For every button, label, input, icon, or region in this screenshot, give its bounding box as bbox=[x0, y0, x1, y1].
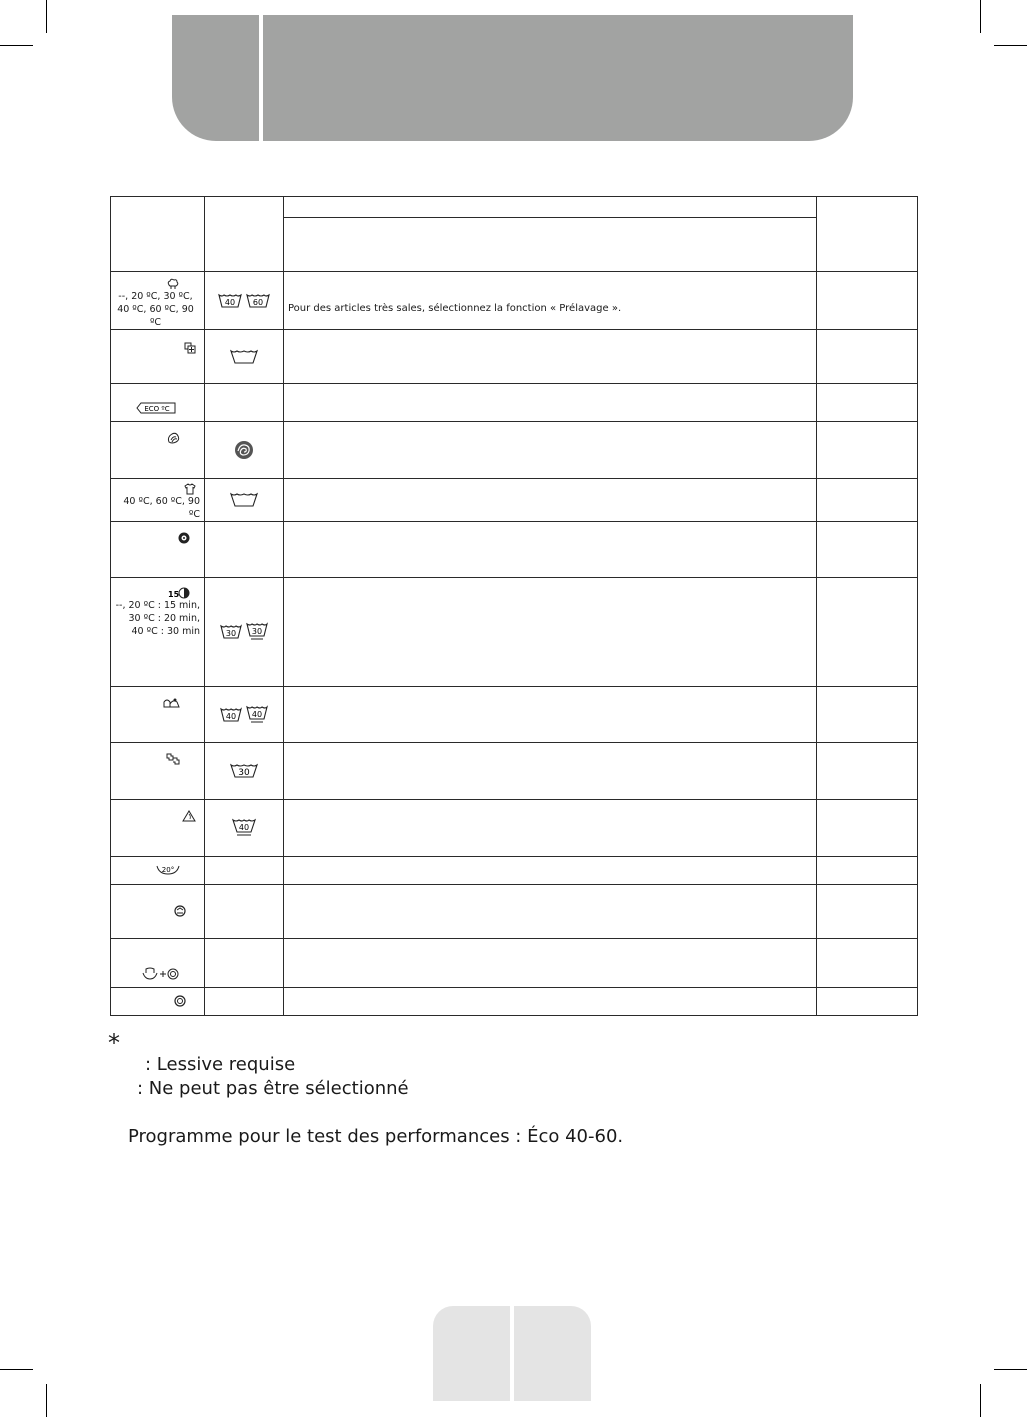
synthetic-icon bbox=[111, 743, 200, 765]
description-cell bbox=[284, 800, 817, 857]
description-cell bbox=[284, 687, 817, 743]
care-cell bbox=[205, 743, 284, 800]
description-cell bbox=[284, 479, 817, 522]
care-cell bbox=[205, 522, 284, 578]
crop-mark bbox=[46, 1384, 47, 1417]
program-cell bbox=[111, 522, 205, 578]
table-row bbox=[111, 687, 918, 743]
temperature-options: --, 20 ºC : 15 min, 30 ºC : 20 min, 40 ºC : 30 min bbox=[115, 600, 200, 637]
header-cell-description bbox=[284, 197, 817, 218]
svg-text:40: 40 bbox=[226, 711, 237, 721]
temperature-options: 40 ºC, 60 ºC, 90 ºC bbox=[123, 496, 200, 520]
wash-40-icon bbox=[220, 710, 242, 721]
wash-basin-icon bbox=[230, 495, 258, 506]
description-cell bbox=[284, 422, 817, 479]
table-row bbox=[111, 384, 918, 422]
care-cell bbox=[205, 857, 284, 885]
crop-mark bbox=[0, 1369, 33, 1370]
spin-only-icon bbox=[111, 988, 200, 1007]
description-cell bbox=[284, 988, 817, 1016]
table-row bbox=[111, 272, 918, 330]
description-cell bbox=[284, 272, 817, 330]
care-cell bbox=[205, 988, 284, 1016]
wash-30-gentle-icon bbox=[246, 627, 268, 638]
program-cell bbox=[111, 578, 205, 687]
bedding-icon bbox=[111, 687, 200, 709]
description-cell bbox=[284, 330, 817, 384]
table-row bbox=[111, 479, 918, 522]
crop-mark bbox=[994, 1369, 1027, 1370]
table-row bbox=[111, 522, 918, 578]
svg-text:40: 40 bbox=[225, 297, 236, 307]
program-cell bbox=[111, 988, 205, 1016]
header-divider bbox=[259, 15, 263, 141]
header-tab bbox=[172, 15, 853, 141]
extra-cell bbox=[817, 479, 918, 522]
care-cell bbox=[205, 800, 284, 857]
extra-cell bbox=[817, 939, 918, 988]
wool-mark-icon bbox=[233, 445, 255, 456]
spin-icon bbox=[111, 522, 200, 544]
page-number-divider bbox=[510, 1306, 514, 1401]
extra-cell bbox=[817, 857, 918, 885]
extra-cell bbox=[817, 578, 918, 687]
program-cell bbox=[111, 800, 205, 857]
shirt-icon bbox=[111, 479, 200, 495]
care-cell bbox=[205, 885, 284, 939]
table-row bbox=[111, 800, 918, 857]
extra-cell bbox=[817, 885, 918, 939]
mixed-icon bbox=[111, 330, 200, 354]
svg-text:20°: 20° bbox=[161, 866, 175, 874]
header-cell-extra bbox=[817, 197, 918, 272]
description-cell bbox=[284, 939, 817, 988]
program-cell bbox=[111, 885, 205, 939]
program-cell bbox=[111, 422, 205, 479]
wash-40-gentle-icon bbox=[246, 710, 268, 721]
extra-cell bbox=[817, 422, 918, 479]
svg-text:30: 30 bbox=[251, 627, 262, 636]
care-cell bbox=[205, 479, 284, 522]
table-row bbox=[111, 939, 918, 988]
temperature-options: --, 20 ºC, 30 ºC, 40 ºC, 60 ºC, 90 ºC bbox=[117, 291, 194, 328]
svg-text:30: 30 bbox=[226, 629, 237, 638]
description-text: Pour des articles très sales, sélectionnez la fonction « Prélavage ». bbox=[288, 303, 622, 314]
extra-cell bbox=[817, 330, 918, 384]
care-cell bbox=[205, 687, 284, 743]
quick-icon bbox=[111, 578, 200, 599]
extra-cell bbox=[817, 800, 918, 857]
program-cell bbox=[111, 272, 205, 330]
svg-text:ECO ºC: ECO ºC bbox=[144, 405, 170, 413]
cotton-icon bbox=[111, 272, 200, 290]
table-header-row bbox=[111, 197, 918, 218]
description-cell bbox=[284, 743, 817, 800]
svg-text:30: 30 bbox=[238, 768, 250, 778]
program-cell bbox=[111, 857, 205, 885]
crop-mark bbox=[980, 1384, 981, 1417]
program-table bbox=[110, 196, 918, 1016]
table-row bbox=[111, 422, 918, 479]
care-cell bbox=[205, 422, 284, 479]
program-cell bbox=[111, 384, 205, 422]
table-row bbox=[111, 743, 918, 800]
extra-cell bbox=[817, 988, 918, 1016]
table-row bbox=[111, 988, 918, 1016]
header-cell-subdescription bbox=[284, 218, 817, 272]
wash-30-icon bbox=[220, 627, 242, 638]
wash-40-icon bbox=[218, 296, 242, 307]
description-cell bbox=[284, 384, 817, 422]
extra-cell bbox=[817, 687, 918, 743]
crop-mark bbox=[980, 0, 981, 33]
extra-cell bbox=[817, 522, 918, 578]
care-cell bbox=[205, 384, 284, 422]
rinse-spin-icon bbox=[111, 939, 200, 981]
svg-text:60: 60 bbox=[252, 297, 263, 307]
drum-clean-icon bbox=[111, 885, 200, 917]
program-cell bbox=[111, 743, 205, 800]
table-row bbox=[111, 330, 918, 384]
footnote-not-selectable: : Ne peut pas être sélectionné bbox=[137, 1078, 409, 1099]
description-cell bbox=[284, 578, 817, 687]
table-row bbox=[111, 578, 918, 687]
description-cell bbox=[284, 522, 817, 578]
wash-30-icon bbox=[230, 766, 258, 777]
program-cell bbox=[111, 687, 205, 743]
program-cell bbox=[111, 330, 205, 384]
wash-40-gentle-icon bbox=[232, 823, 256, 834]
table-row bbox=[111, 857, 918, 885]
eco-icon bbox=[111, 384, 200, 414]
footnote-asterisk: * bbox=[108, 1029, 120, 1057]
care-cell bbox=[205, 272, 284, 330]
svg-text:40: 40 bbox=[238, 823, 250, 832]
wash-basin-icon bbox=[230, 352, 258, 363]
crop-mark bbox=[0, 45, 33, 46]
program-cell bbox=[111, 939, 205, 988]
extra-cell bbox=[817, 743, 918, 800]
wool-icon bbox=[111, 422, 200, 444]
svg-text:15: 15 bbox=[168, 590, 180, 599]
care-cell bbox=[205, 330, 284, 384]
delicate-icon bbox=[111, 800, 200, 822]
table-row bbox=[111, 885, 918, 939]
footnote-detergent: : Lessive requise bbox=[145, 1054, 296, 1075]
header-cell-care bbox=[205, 197, 284, 272]
svg-text:40: 40 bbox=[251, 709, 262, 719]
extra-cell bbox=[817, 384, 918, 422]
care-cell bbox=[205, 578, 284, 687]
header-cell-program bbox=[111, 197, 205, 272]
program-cell bbox=[111, 479, 205, 522]
wash-60-icon bbox=[246, 296, 270, 307]
footnote-test-program: Programme pour le test des performances : Éco 40-60. bbox=[128, 1126, 624, 1147]
description-cell bbox=[284, 885, 817, 939]
extra-cell bbox=[817, 272, 918, 330]
cold-icon bbox=[111, 857, 200, 876]
description-cell bbox=[284, 857, 817, 885]
crop-mark bbox=[46, 0, 47, 33]
care-cell bbox=[205, 939, 284, 988]
crop-mark bbox=[994, 45, 1027, 46]
